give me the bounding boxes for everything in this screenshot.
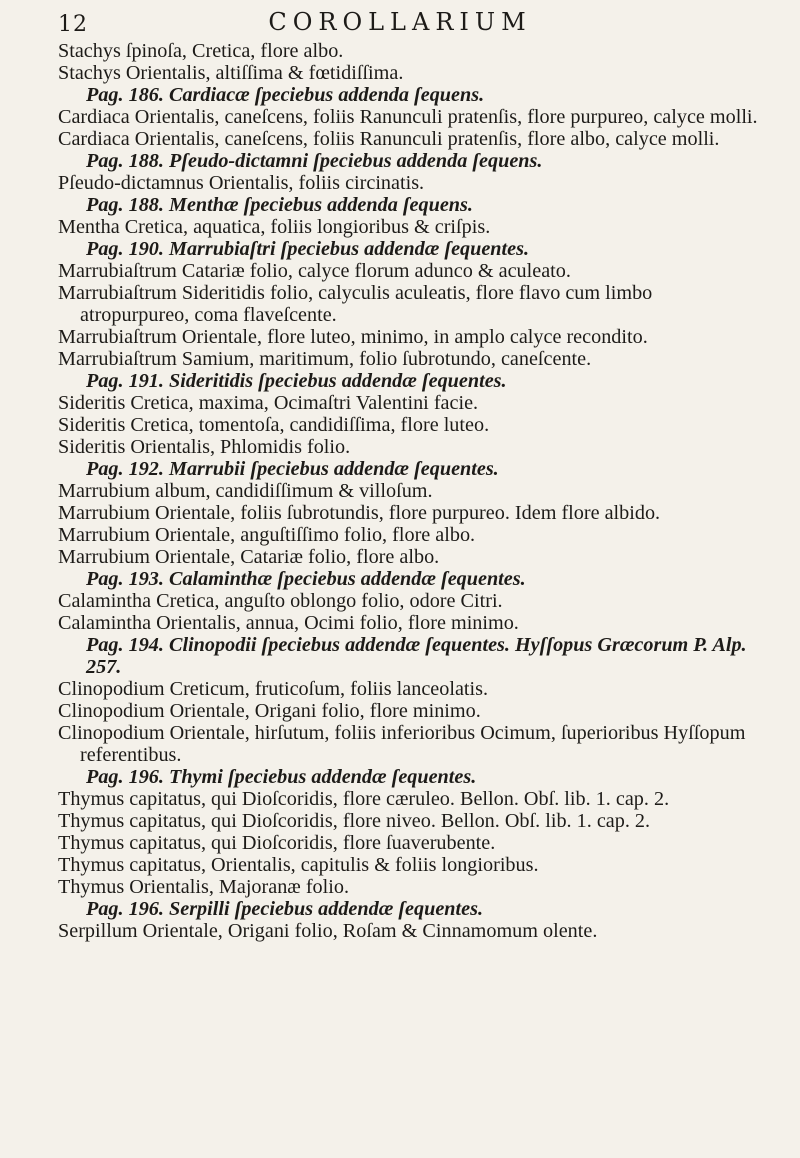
- species-entry: Marrubiaſtrum Sideritidis folio, calyculis aculeatis, flore flavo cum limbo atropurpureo, coma flaveſcente.: [58, 282, 653, 326]
- heading-text: Marrubii ſpeciebus addendæ ſequentes.: [169, 458, 499, 480]
- heading-text: Thymi ſpeciebus addendæ ſequentes.: [169, 766, 477, 788]
- species-entry: Sideritis Orientalis, Phlomidis folio.: [58, 436, 351, 458]
- section-heading: [58, 150, 758, 172]
- page-reference: Pag. 196.: [86, 898, 164, 920]
- page-reference: Pag. 191.: [86, 370, 164, 392]
- heading-text: Cardiacæ ſpeciebus addenda ſequens.: [169, 84, 485, 106]
- species-entry: Marrubiaſtrum Catariæ folio, calyce florum adunco & aculeato.: [58, 260, 571, 282]
- species-entry: Sideritis Cretica, maxima, Ocimaſtri Valentini facie.: [58, 392, 479, 414]
- section-heading: [58, 194, 758, 216]
- section-heading: [58, 238, 758, 260]
- species-entry: Thymus capitatus, qui Dioſcoridis, flore cæruleo. Bellon. Obſ. lib. 1. cap. 2.: [58, 788, 670, 810]
- species-entry: Marrubiaſtrum Orientale, flore luteo, minimo, in amplo calyce recondito.: [58, 326, 648, 348]
- page-reference: Pag. 194.: [86, 634, 164, 656]
- text-body: [58, 40, 758, 942]
- species-entry: Thymus Orientalis, Majoranæ folio.: [58, 876, 349, 898]
- heading-text: Marrubiaſtri ſpeciebus addendæ ſequentes.: [169, 238, 530, 260]
- page-reference: Pag. 190.: [86, 238, 164, 260]
- page-reference: Pag. 186.: [86, 84, 164, 106]
- page-reference: Pag. 188.: [86, 194, 164, 216]
- species-entry: Serpillum Orientale, Origani folio, Roſam & Cinnamomum olente.: [58, 920, 598, 942]
- heading-text: Serpilli ſpeciebus addendæ ſequentes.: [169, 898, 484, 920]
- page-number: 12: [58, 12, 88, 37]
- heading-text: Sideritidis ſpeciebus addendæ ſequentes.: [169, 370, 507, 392]
- species-entry: Clinopodium Creticum, fruticoſum, foliis lanceolatis.: [58, 678, 489, 700]
- heading-text: Calaminthæ ſpeciebus addendæ ſequentes.: [169, 568, 526, 590]
- species-entry: Stachys Orientalis, altiſſima & fœtidiſſima.: [58, 62, 404, 84]
- species-entry: Cardiaca Orientalis, caneſcens, foliis Ranunculi pratenſis, flore albo, calyce molli.: [58, 128, 720, 150]
- species-entry: Marrubium Orientale, Catariæ folio, flore albo.: [58, 546, 440, 568]
- species-entry: Sideritis Cretica, tomentoſa, candidiſſima, flore luteo.: [58, 414, 490, 436]
- species-entry: Clinopodium Orientale, hirſutum, foliis inferioribus Ocimum, ſuperioribus Hyſſopum referentibus.: [58, 722, 746, 766]
- page-reference: Pag. 188.: [86, 150, 164, 172]
- species-entry: Thymus capitatus, qui Dioſcoridis, flore niveo. Bellon. Obſ. lib. 1. cap. 2.: [58, 810, 651, 832]
- section-heading: [58, 766, 758, 788]
- section-heading: [58, 898, 758, 920]
- section-heading: [58, 568, 758, 590]
- heading-text: Menthæ ſpeciebus addenda ſequens.: [169, 194, 473, 216]
- species-entry: Cardiaca Orientalis, caneſcens, foliis Ranunculi pratenſis, flore purpureo, calyce molli.: [58, 106, 758, 128]
- page-header: [0, 8, 800, 38]
- species-entry: Marrubium album, candidiſſimum & villoſum.: [58, 480, 433, 502]
- species-entry: Calamintha Orientalis, annua, Ocimi folio, flore minimo.: [58, 612, 519, 634]
- page-reference: Pag. 192.: [86, 458, 164, 480]
- section-heading: [58, 370, 758, 392]
- heading-text: Pſeudo-dictamni ſpeciebus addenda ſequens.: [169, 150, 543, 172]
- species-entry: Marrubium Orientale, foliis ſubrotundis, flore purpureo. Idem flore albido.: [58, 502, 661, 524]
- species-entry: Marrubium Orientale, anguſtiſſimo folio, flore albo.: [58, 524, 476, 546]
- species-entry: Clinopodium Orientale, Origani folio, flore minimo.: [58, 700, 481, 722]
- heading-text: Clinopodii ſpeciebus addendæ ſequentes. Hyſſopus Græcorum P. Alp. 257.: [86, 634, 747, 678]
- page-reference: Pag. 196.: [86, 766, 164, 788]
- section-heading: [58, 634, 758, 678]
- running-title: COROLLARIUM: [268, 8, 532, 36]
- species-entry: Calamintha Cretica, anguſto oblongo folio, odore Citri.: [58, 590, 503, 612]
- species-entry: Marrubiaſtrum Samium, maritimum, folio ſubrotundo, caneſcente.: [58, 348, 592, 370]
- species-entry: Pſeudo-dictamnus Orientalis, foliis circinatis.: [58, 172, 425, 194]
- species-entry: Thymus capitatus, qui Dioſcoridis, flore ſuaverubente.: [58, 832, 496, 854]
- species-entry: Stachys ſpinoſa, Cretica, flore albo.: [58, 40, 344, 62]
- species-entry: Thymus capitatus, Orientalis, capitulis & foliis longioribus.: [58, 854, 539, 876]
- page-reference: Pag. 193.: [86, 568, 164, 590]
- section-heading: [58, 458, 758, 480]
- species-entry: Mentha Cretica, aquatica, foliis longioribus & criſpis.: [58, 216, 491, 238]
- section-heading: [58, 84, 758, 106]
